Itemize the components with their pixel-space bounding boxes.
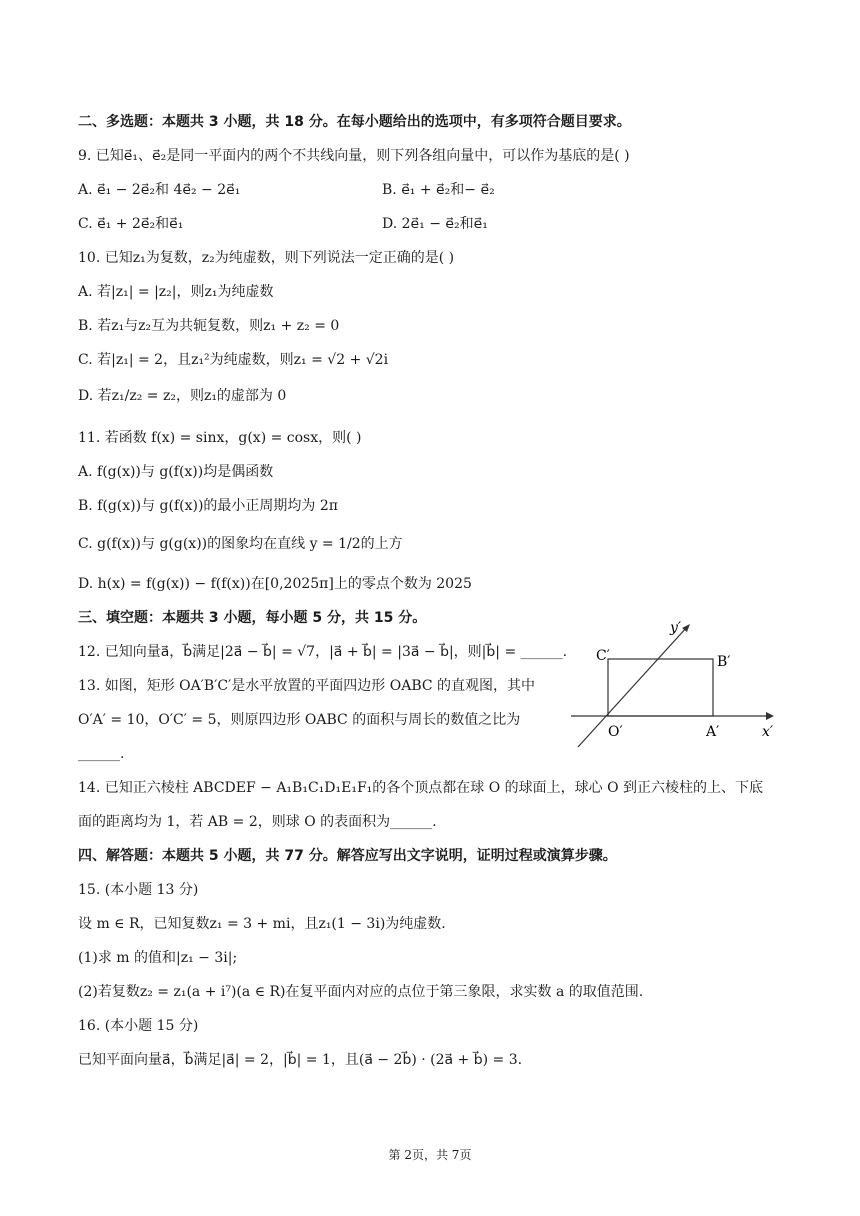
question-11-stem: 11. 若函数 f(x) = sinx，g(x) = cosx，则( ) [78, 430, 362, 446]
question-9-stem: 9. 已知e⃗₁、e⃗₂是同一平面内的两个不共线向量，则下列各组向量中，可以作为基底的是( ) [78, 148, 630, 164]
label-a: A′ [706, 724, 720, 740]
section-heading-fill-in: 三、填空题：本题共 3 小题，每小题 5 分，共 15 分。 [78, 610, 427, 626]
section-heading-multiple-choice: 二、多选题：本题共 3 小题，共 18 分。在每小题给出的选项中，有多项符合题目要求。 [78, 114, 631, 130]
question-16-line-1: 已知平面向量a⃗，b⃗满足|a⃗| = 2，|b⃗| = 1，且(a⃗ − 2b⃗) · (2a⃗ + b⃗) = 3. [78, 1052, 523, 1068]
question-16-title: 16. (本小题 15 分) [78, 1018, 199, 1034]
question-15-line-3: (2)若复数z₂ = z₁(a + i⁷)(a ∈ R)在复平面内对应的点位于第三象限，求实数 a 的取值范围. [78, 984, 644, 1000]
label-y: y′ [670, 620, 682, 636]
section-heading-answer: 四、解答题：本题共 5 小题，共 77 分。解答应写出文字说明，证明过程或演算步骤。 [78, 848, 617, 864]
question-11-option-d: D. h(x) = f(g(x)) − f(f(x))在[0,2025π]上的零点个数为 2025 [78, 576, 472, 592]
question-15-line-2: (1)求 m 的值和|z₁ − 3i|; [78, 950, 238, 966]
label-c: C′ [596, 648, 610, 664]
question-9-option-c: C. e⃗₁ + 2e⃗₂和e⃗₁ [78, 216, 184, 232]
question-11-option-c: C. g(f(x))与 g(g(x))的图象均在直线 y = 1/2的上方 [78, 536, 403, 552]
question-10-stem: 10. 已知z₁为复数，z₂为纯虚数，则下列说法一定正确的是( ) [78, 250, 455, 266]
question-12: 12. 已知向量a⃗，b⃗满足|2a⃗ − b⃗| = √7，|a⃗ + b⃗| = |3a⃗ − b⃗|，则|b⃗| = ______. [78, 644, 568, 660]
question-13-line-3: ______. [78, 746, 125, 762]
question-13-line-2: O′A′ = 10，O′C′ = 5，则原四边形 OABC 的面积与周长的数值之比为 [78, 712, 521, 728]
question-9-option-d: D. 2e⃗₁ − e⃗₂和e⃗₁ [382, 216, 488, 232]
question-10-option-d: D. 若z₁/z₂ = z₂，则z₁的虚部为 0 [78, 388, 287, 404]
question-10-option-a: A. 若|z₁| = |z₂|，则z₁为纯虚数 [78, 284, 274, 300]
rectangle-oabc [608, 659, 713, 716]
question-9-option-a: A. e⃗₁ − 2e⃗₂和 4e⃗₂ − 2e⃗₁ [78, 182, 241, 198]
label-x: x′ [762, 724, 774, 740]
question-15-line-1: 设 m ∈ R，已知复数z₁ = 3 + mi，且z₁(1 − 3i)为纯虚数. [78, 916, 446, 932]
question-13-line-1: 13. 如图，矩形 OA′B′C′是水平放置的平面四边形 OABC 的直观图，其中 [78, 678, 536, 694]
y-axis-line [578, 627, 687, 747]
question-11-option-b: B. f(g(x))与 g(f(x))的最小正周期均为 2π [78, 498, 338, 514]
question-10-option-c: C. 若|z₁| = 2，且z₁²为纯虚数，则z₁ = √2 + √2i [78, 352, 389, 368]
label-o: O′ [608, 724, 623, 740]
rectangle-figure [566, 614, 776, 754]
page-footer: 第 2页，共 7页 [388, 1148, 472, 1162]
question-14-line-1: 14. 已知正六棱柱 ABCDEF − A₁B₁C₁D₁E₁F₁的各个顶点都在球 O 的球面上，球心 O 到正六棱柱的上、下底 [78, 780, 764, 796]
question-14-line-2: 面的距离均为 1，若 AB = 2，则球 O 的表面积为______. [78, 814, 437, 830]
question-9-option-b: B. e⃗₁ + e⃗₂和− e⃗₂ [382, 182, 495, 198]
question-11-option-a: A. f(g(x))与 g(f(x))均是偶函数 [78, 464, 274, 480]
label-b: B′ [717, 654, 731, 670]
x-axis-arrow [766, 712, 774, 720]
question-15-title: 15. (本小题 13 分) [78, 882, 199, 898]
question-10-option-b: B. 若z₁与z₂互为共轭复数，则z₁ + z₂ = 0 [78, 318, 340, 334]
